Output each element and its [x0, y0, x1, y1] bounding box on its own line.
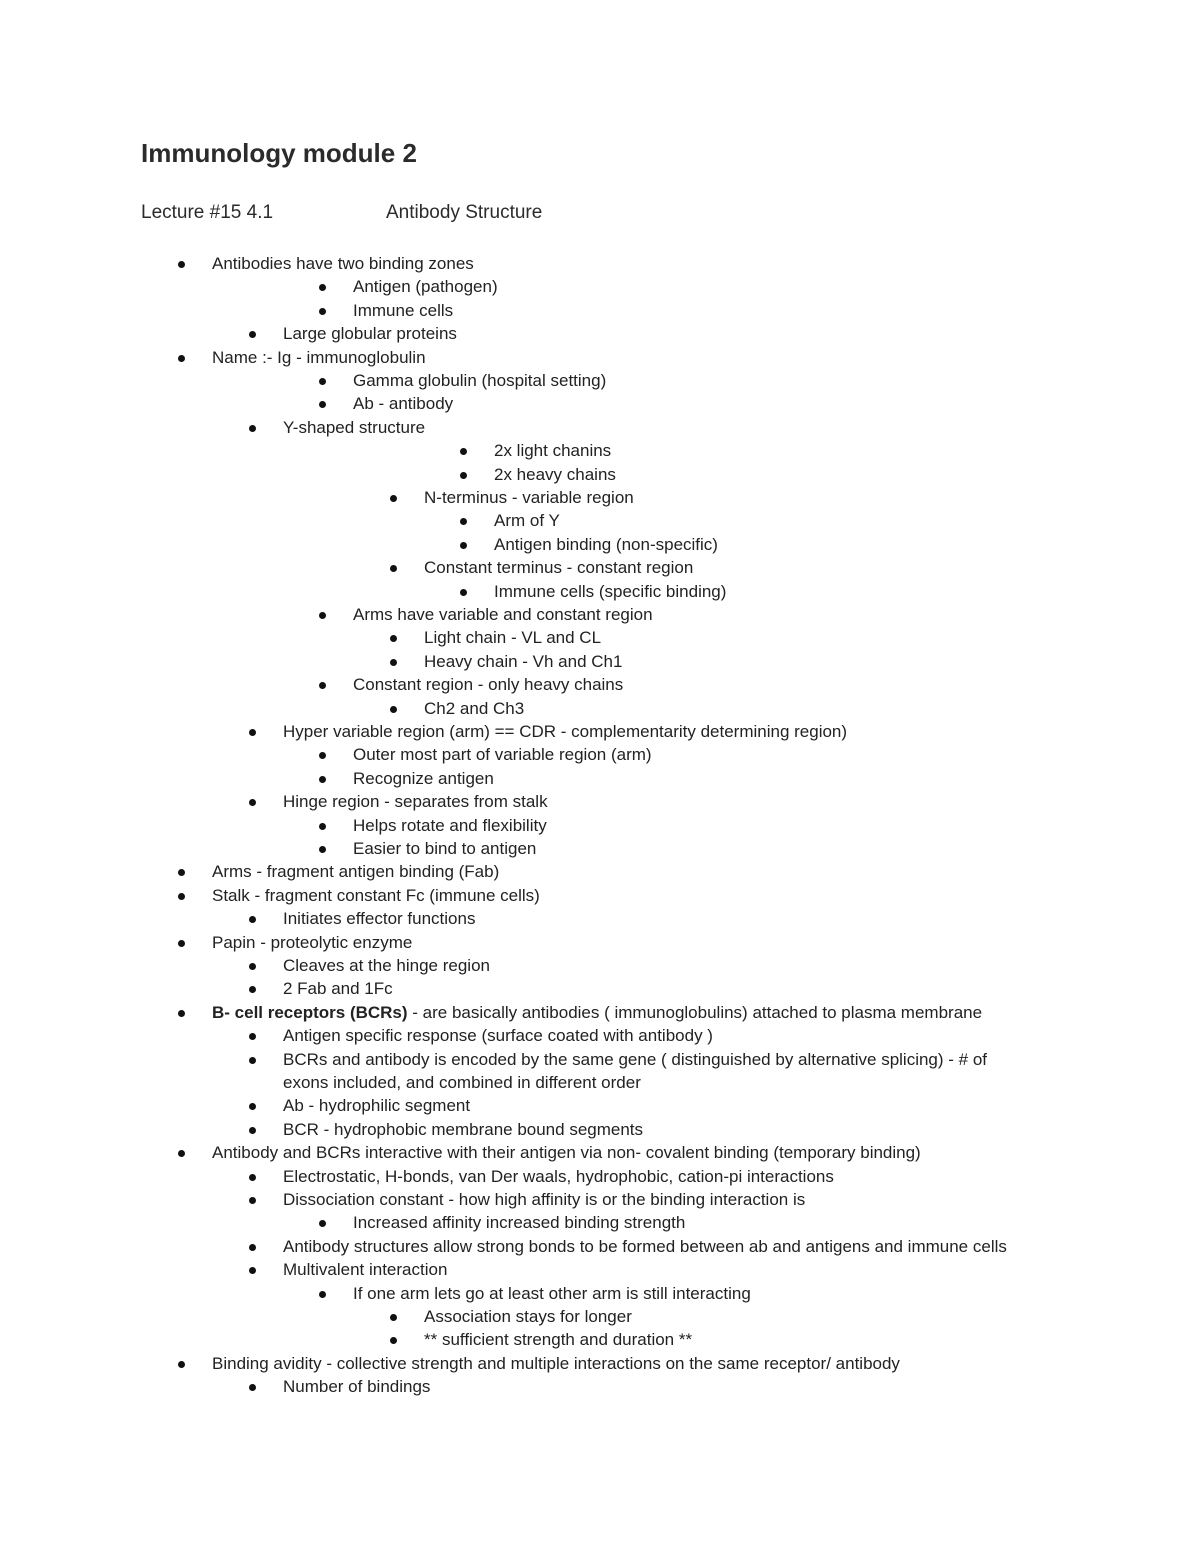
list-item: [319, 299, 453, 322]
list-item: [178, 346, 426, 369]
list-item: [249, 1188, 805, 1211]
list-item: [319, 275, 498, 298]
bullet-icon: [319, 682, 326, 689]
list-item: [319, 603, 653, 626]
list-item: [178, 931, 412, 954]
bullet-icon: [178, 1361, 185, 1368]
bullet-icon: [178, 355, 185, 362]
list-item-text: Electrostatic, H-bonds, van Der waals, hydrophobic, cation-pi interactions: [283, 1167, 834, 1186]
list-item-text: Association stays for longer: [424, 1307, 632, 1326]
list-item: [178, 1001, 982, 1024]
list-item: [249, 954, 490, 977]
list-item-text: Cleaves at the hinge region: [283, 956, 490, 975]
bullet-icon: [249, 986, 256, 993]
bullet-icon: [249, 1244, 256, 1251]
list-item-text: Ab - antibody: [353, 394, 454, 413]
bullet-icon: [249, 916, 256, 923]
list-item: [390, 626, 601, 649]
list-item-text: Antibody and BCRs interactive with their antigen via non- covalent binding (temporary binding): [212, 1143, 921, 1162]
bullet-icon: [319, 846, 326, 853]
list-item-text: BCRs and antibody is encoded by the same gene ( distinguished by alternative splicing) - # of: [283, 1050, 988, 1069]
bullet-icon: [460, 518, 467, 525]
bullet-icon: [390, 1337, 397, 1344]
list-item: [460, 509, 560, 532]
list-item-text: 2x light chanins: [494, 441, 612, 460]
bullet-icon: [319, 308, 326, 315]
list-item-text: Ab - hydrophilic segment: [283, 1096, 471, 1115]
bullet-icon: [390, 495, 397, 502]
list-item: [319, 837, 536, 860]
list-item: [319, 767, 494, 790]
list-item-text: Antibody structures allow strong bonds to be formed between ab and antigens and immune cells: [283, 1237, 1007, 1256]
list-item-text: Light chain - VL and CL: [424, 628, 602, 647]
list-item: [319, 1211, 685, 1234]
list-item: [390, 1305, 632, 1328]
list-item: [249, 1235, 1007, 1258]
bullet-icon: [249, 729, 256, 736]
list-item-text: Papin - proteolytic enzyme: [212, 933, 413, 952]
lecture-topic: Antibody Structure: [386, 202, 543, 223]
list-item: [249, 1118, 643, 1141]
list-item-text: Ch2 and Ch3: [424, 699, 525, 718]
list-item-text: 2x heavy chains: [494, 465, 616, 484]
bullet-icon: [390, 1314, 397, 1321]
list-item-rest: - are basically antibodies ( immunoglobulins) attached to plasma membrane: [407, 1003, 983, 1022]
bullet-icon: [249, 1033, 256, 1040]
list-item: [178, 860, 499, 883]
list-item-text: Antigen binding (non-specific): [494, 535, 718, 554]
list-item-text: Hyper variable region (arm) == CDR - complementarity determining region): [283, 722, 848, 741]
list-item: [390, 486, 634, 509]
list-item-text: Helps rotate and flexibility: [353, 816, 547, 835]
list-item: [249, 1375, 430, 1398]
list-item: [390, 1328, 692, 1351]
list-item-text: Outer most part of variable region (arm): [353, 745, 652, 764]
list-item: [319, 743, 652, 766]
list-item-text: Number of bindings: [283, 1377, 431, 1396]
bullet-icon: [390, 635, 397, 642]
list-item-text: Antigen (pathogen): [353, 277, 498, 296]
list-item-text: Immune cells (specific binding): [494, 582, 727, 601]
bullet-icon: [178, 940, 185, 947]
bullet-icon: [319, 612, 326, 619]
list-item-text: [212, 1001, 982, 1024]
bullet-icon: [178, 1150, 185, 1157]
list-item-text: Antigen specific response (surface coated with antibody ): [283, 1026, 713, 1045]
bullet-icon: [249, 1174, 256, 1181]
list-item-text: 2 Fab and 1Fc: [283, 979, 393, 998]
bullet-icon: [178, 869, 185, 876]
list-item: [390, 650, 622, 673]
document-title: Immunology module 2: [141, 138, 417, 168]
list-item-text: Constant terminus - constant region: [424, 558, 694, 577]
list-item-bold-term: B- cell receptors (BCRs): [212, 1003, 408, 1022]
bullet-icon: [390, 659, 397, 666]
bullet-icon: [319, 1220, 326, 1227]
bullet-icon: [249, 799, 256, 806]
list-item-text: Gamma globulin (hospital setting): [353, 371, 607, 390]
list-item: [178, 1141, 921, 1164]
list-item-text: Hinge region - separates from stalk: [283, 792, 548, 811]
lecture-heading: [141, 202, 543, 224]
list-item: [249, 907, 475, 930]
list-item: [249, 1024, 713, 1047]
list-item-text: ** sufficient strength and duration **: [424, 1330, 693, 1349]
list-item-text: Recognize antigen: [353, 769, 494, 788]
list-item-text: If one arm lets go at least other arm is still interacting: [353, 1284, 751, 1303]
bullet-icon: [319, 776, 326, 783]
bullet-icon: [249, 963, 256, 970]
list-item-text: Large globular proteins: [283, 324, 457, 343]
list-item-text: Y-shaped structure: [283, 418, 426, 437]
list-item-continuation: exons included, and combined in different order: [283, 1073, 641, 1092]
list-item: [460, 580, 726, 603]
list-item: [319, 369, 606, 392]
lecture-number: Lecture #15 4.1: [141, 202, 274, 223]
bullet-icon: [319, 284, 326, 291]
bullet-icon: [178, 1010, 185, 1017]
list-item: [319, 673, 623, 696]
list-item-text: Arms have variable and constant region: [353, 605, 653, 624]
list-item-text: BCR - hydrophobic membrane bound segments: [283, 1120, 644, 1139]
list-item: [249, 1258, 447, 1281]
list-item-text: Easier to bind to antigen: [353, 839, 537, 858]
bullet-icon: [249, 1103, 256, 1110]
bullet-icon: [249, 1197, 256, 1204]
list-item-text: Dissociation constant - how high affinity is or the binding interaction is: [283, 1190, 806, 1209]
list-item-text: Name :- Ig - immunoglobulin: [212, 348, 426, 367]
list-item: [249, 977, 393, 1000]
list-item: [249, 1165, 834, 1188]
list-item: [178, 1352, 900, 1375]
list-item: [249, 322, 457, 345]
list-item: [249, 1094, 470, 1117]
bullet-icon: [460, 448, 467, 455]
list-item-text: Multivalent interaction: [283, 1260, 448, 1279]
list-item: [319, 814, 547, 837]
bullet-icon: [249, 1384, 256, 1391]
list-item: [249, 1048, 987, 1071]
bullet-icon: [319, 752, 326, 759]
list-item-text: Antibodies have two binding zones: [212, 254, 474, 273]
bullet-icon: [460, 472, 467, 479]
list-item: [390, 556, 693, 579]
bullet-icon: [178, 261, 185, 268]
bullet-icon: [249, 1267, 256, 1274]
list-item: [460, 439, 611, 462]
list-item: [249, 790, 548, 813]
list-item-text: Heavy chain - Vh and Ch1: [424, 652, 623, 671]
list-item: [319, 1282, 751, 1305]
bullet-icon: [249, 331, 256, 338]
list-item: [249, 720, 847, 743]
list-item-text: Arm of Y: [494, 511, 560, 530]
bullet-icon: [390, 706, 397, 713]
list-item-text: Constant region - only heavy chains: [353, 675, 624, 694]
bullet-icon: [249, 1057, 256, 1064]
list-item: [460, 463, 616, 486]
bullet-icon: [319, 378, 326, 385]
list-item: [319, 392, 453, 415]
bullet-icon: [249, 425, 256, 432]
list-item: [178, 252, 474, 275]
list-item: [249, 416, 425, 439]
list-item-text: Stalk - fragment constant Fc (immune cells): [212, 886, 540, 905]
bullet-icon: [460, 542, 467, 549]
list-item-text: Arms - fragment antigen binding (Fab): [212, 862, 500, 881]
bullet-icon: [178, 893, 185, 900]
bullet-icon: [319, 823, 326, 830]
bullet-icon: [390, 565, 397, 572]
list-item: [460, 533, 718, 556]
bullet-icon: [249, 1127, 256, 1134]
list-item: [178, 884, 540, 907]
bullet-icon: [460, 589, 467, 596]
bullet-icon: [319, 1291, 326, 1298]
list-item: [390, 697, 524, 720]
list-item-text: Increased affinity increased binding strength: [353, 1213, 686, 1232]
list-item-text: Immune cells: [353, 301, 454, 320]
bullet-icon: [319, 401, 326, 408]
list-item-text: N-terminus - variable region: [424, 488, 634, 507]
list-item-text: Binding avidity - collective strength and multiple interactions on the same receptor/ antibody: [212, 1354, 900, 1373]
list-item-text: Initiates effector functions: [283, 909, 476, 928]
